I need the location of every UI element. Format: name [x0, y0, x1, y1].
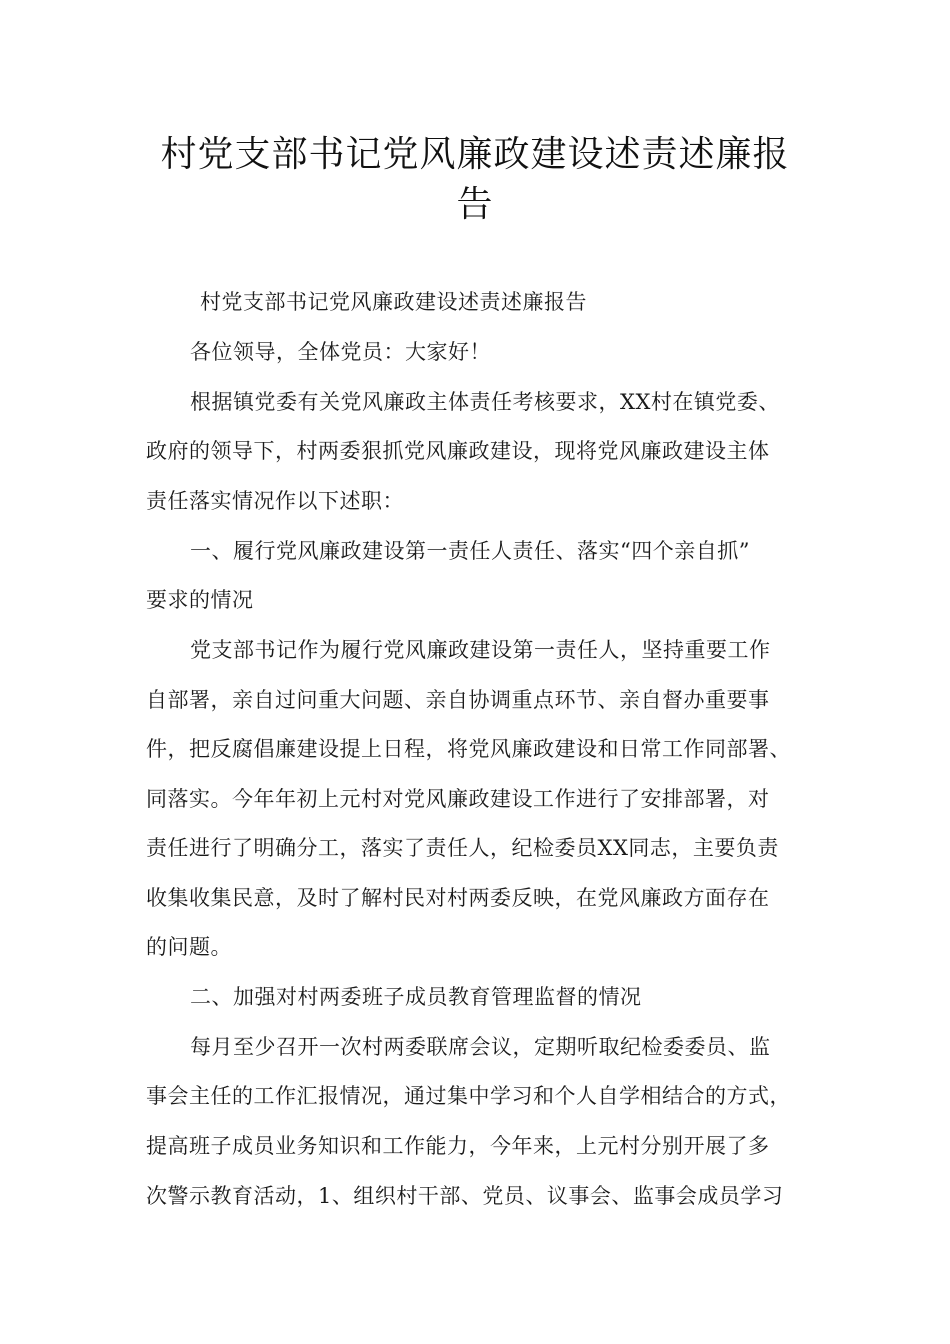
paragraph-line: 自部署，亲自过问重大问题、亲自协调重点环节、亲自督办重要事 — [146, 688, 770, 712]
paragraph-line: 同落实。今年年初上元村对党风廉政建设工作进行了安排部署，对 — [146, 787, 770, 811]
section-heading-1: 一、履行党风廉政建设第一责任人责任、落实“四个亲自抓” — [190, 539, 750, 563]
document-title-line-1: 村党支部书记党风廉政建设述责述廉报 — [160, 134, 790, 175]
paragraph-line: 的问题。 — [146, 935, 232, 959]
paragraph-line: 责任进行了明确分工，落实了责任人，纪检委员XX同志，主要负责 — [146, 836, 779, 860]
section-heading-2: 二、加强对村两委班子成员教育管理监督的情况 — [190, 985, 642, 1009]
paragraph-line: 每月至少召开一次村两委联席会议，定期听取纪检委委员、监 — [190, 1035, 771, 1059]
greeting-line: 各位领导，全体党员：大家好！ — [190, 340, 491, 364]
paragraph-line: 件，把反腐倡廉建设提上日程，将党风廉政建设和日常工作同部署、 — [146, 737, 791, 761]
paragraph-line: 责任落实情况作以下述职： — [146, 489, 404, 513]
paragraph-line: 事会主任的工作汇报情况，通过集中学习和个人自学相结合的方式， — [146, 1084, 791, 1108]
paragraph-line: 提高班子成员业务知识和工作能力，今年来，上元村分别开展了多 — [146, 1134, 770, 1158]
paragraph-line: 政府的领导下，村两委狠抓党风廉政建设，现将党风廉政建设主体 — [146, 439, 770, 463]
section-heading-1-cont: 要求的情况 — [146, 588, 254, 612]
paragraph-line: 收集收集民意，及时了解村民对村两委反映，在党风廉政方面存在 — [146, 886, 770, 910]
paragraph-line: 次警示教育活动，1、组织村干部、党员、议事会、监事会成员学习 — [146, 1184, 784, 1208]
paragraph-line: 根据镇党委有关党风廉政主体责任考核要求，XX村在镇党委、 — [190, 390, 780, 414]
report-subtitle: 村党支部书记党风廉政建设述责述廉报告 — [200, 290, 587, 314]
document-title-line-2: 告 — [456, 184, 494, 225]
paragraph-line: 党支部书记作为履行党风廉政建设第一责任人，坚持重要工作 — [190, 638, 771, 662]
